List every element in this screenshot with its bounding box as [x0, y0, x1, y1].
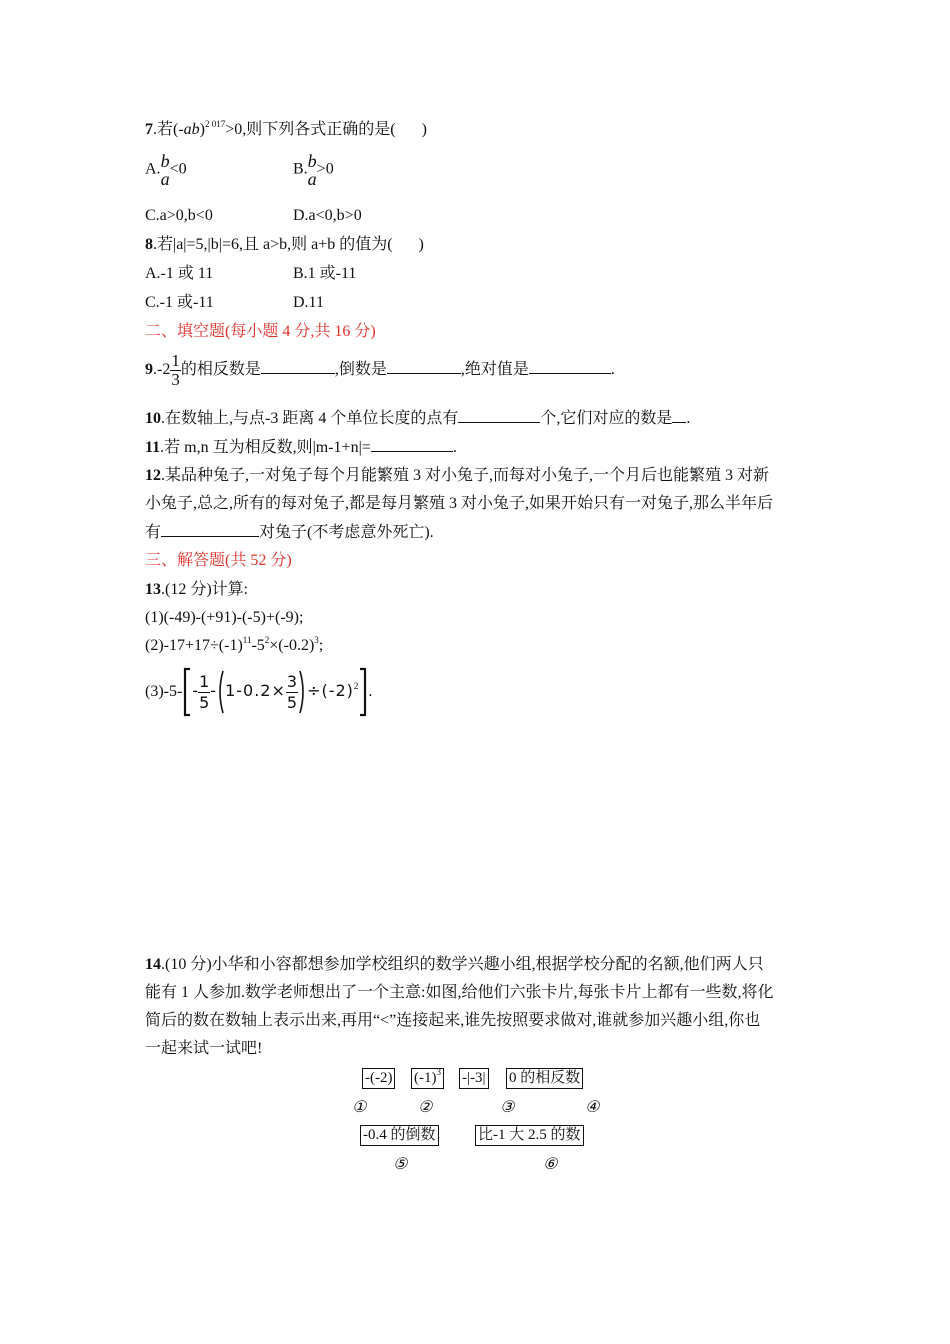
- q13-part3: (3)-5- - $\frac{1}{5}$ - 1-0.2× $\frac{3}{5}$ $\div(-2)^2$ .: [145, 664, 372, 718]
- left-bracket-icon: [182, 667, 192, 717]
- card-1: -(-2): [362, 1068, 395, 1089]
- q7-stem: 7.若$(-ab)^{2 017}>0$,则下列各式正确的是( ): [145, 119, 427, 138]
- q10: 10.在数轴上,与点-3 距离 4 个单位长度的点有 个,它们对应的数是 .: [145, 410, 691, 427]
- q7-option-a: A. b a <0: [145, 151, 187, 189]
- q12-line3: 有 对兔子(不考虑意外死亡).: [145, 524, 434, 541]
- q14-line2: 能有 1 人参加.数学老师想出了一个主意:如图,给他们六张卡片,每张卡片上都有一些数,将化: [145, 984, 774, 1001]
- q8-option-a: A.-1 或 11: [145, 265, 214, 282]
- card-6: 比-1 大 2.5 的数: [475, 1125, 584, 1146]
- card-1-label: ①: [352, 1099, 367, 1116]
- q11: 11.若 m,n 互为相反数,则|m-1+n|= .: [145, 439, 457, 456]
- q8-option-c: C.-1 或-11: [145, 294, 214, 311]
- card-5-label: ⑤: [393, 1156, 408, 1173]
- q7-option-b: B. b a >0: [293, 151, 334, 189]
- q9: 9.-2 $\frac{1}{3}$ 的相反数是 ,倒数是 ,绝对值是 .: [145, 351, 615, 389]
- card-3-label: ③: [500, 1099, 515, 1116]
- card-4-label: ④: [585, 1099, 600, 1116]
- q7-option-c: C.a>0,b<0: [145, 207, 213, 224]
- q14-line1: 14.(10 分)小华和小容都想参加学校组织的数学兴趣小组,根据学校分配的名额,他们两人只: [145, 956, 764, 973]
- card-2-label: ②: [418, 1099, 433, 1116]
- q13-part2: $(2)-17+17\div(-1)^{11}-5^2\times(-0.2)^3$;: [145, 635, 324, 654]
- right-bracket-icon: [358, 667, 368, 717]
- q14-line3: 简后的数在数轴上表示出来,再用“<”连接起来,谁先按照要求做对,谁就参加兴趣小组,你也: [145, 1012, 761, 1029]
- q12-line2: 小兔子,总之,所有的每对兔子,都是每月繁殖 3 对小兔子,如果开始只有一对兔子,那么半年后: [145, 495, 774, 512]
- left-paren-icon: [216, 669, 225, 715]
- q9-blank-reciprocal[interactable]: [387, 359, 461, 374]
- card-5: -0.4 的倒数: [360, 1125, 439, 1146]
- q12-line1: 12.某品种兔子,一对兔子每个月能繁殖 3 对小兔子,而每对小兔子,一个月后也能繁殖 3 对新: [145, 467, 770, 484]
- q9-blank-absolute[interactable]: [529, 359, 611, 374]
- q10-blank-count[interactable]: [458, 408, 540, 423]
- card-4: 0 的相反数: [506, 1068, 583, 1089]
- q13-title: 13.(12 分)计算:: [145, 581, 249, 598]
- q9-blank-opposite[interactable]: [261, 359, 335, 374]
- card-6-label: ⑥: [543, 1156, 558, 1173]
- section-heading-solutions: 三、解答题(共 52 分): [145, 552, 292, 569]
- q8-stem: 8.若|a|=5,|b|=6,且 a>b,则 a+b 的值为( ): [145, 236, 424, 253]
- q8-option-d: D.11: [293, 294, 324, 311]
- q8-option-b: B.1 或-11: [293, 265, 357, 282]
- q13-part1: (1)(-49)-(+91)-(-5)+(-9);: [145, 609, 304, 626]
- q14-line4: 一起来试一试吧!: [145, 1040, 263, 1057]
- right-paren-icon: [298, 669, 307, 715]
- q10-blank-values[interactable]: [672, 408, 686, 423]
- q11-blank[interactable]: [371, 437, 453, 452]
- card-3: -|-3|: [459, 1068, 489, 1089]
- card-2: $(-1)^3$: [411, 1068, 444, 1089]
- section-heading-fill-in: 二、填空题(每小题 4 分,共 16 分): [145, 323, 376, 340]
- q12-blank[interactable]: [161, 522, 259, 537]
- q7-option-d: D.a<0,b>0: [293, 207, 362, 224]
